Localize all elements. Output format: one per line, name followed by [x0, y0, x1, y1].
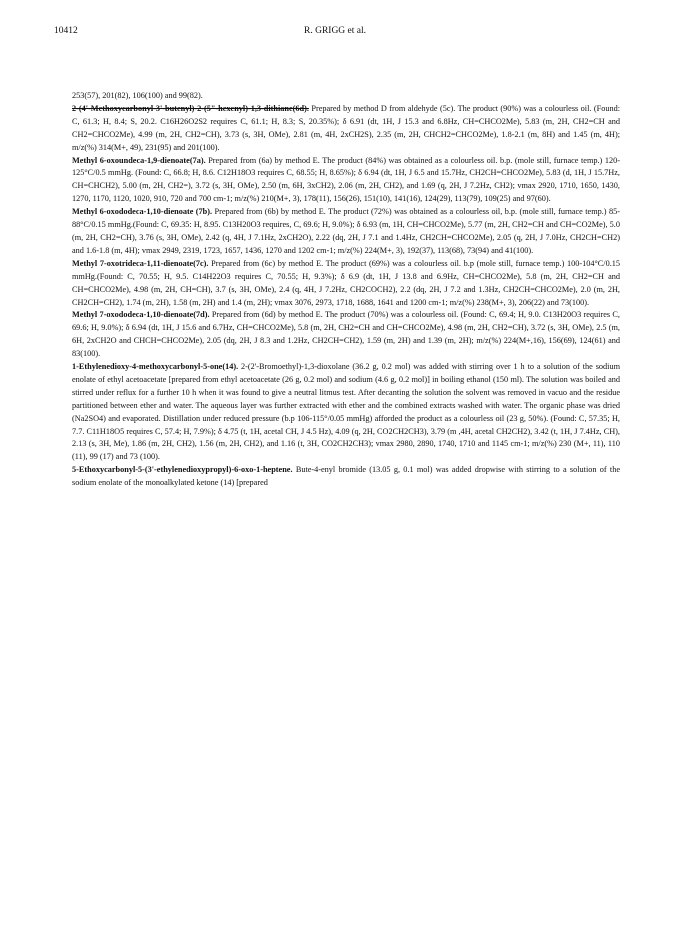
- compound-title: 1-Ethylenedioxy-4-methoxycarbonyl-5-one(14).: [72, 362, 239, 372]
- compound-title: Methyl 7-oxotrideca-1,11-dienoate(7c).: [72, 258, 209, 268]
- paragraph-compound-heptene: [72, 464, 620, 490]
- compound-title: 5-Ethoxycarbonyl-5-(3'-ethylenedioxypropyl)-6-oxo-1-heptene.: [72, 465, 293, 475]
- compound-title: Methyl 6-oxododeca-1,10-dienoate (7b).: [72, 207, 213, 217]
- page: [54, 26, 621, 488]
- compound-title: 2-(4'-Methoxycarbonyl-3'-butenyl)-2-(5"-hexenyl)-1,3-dithiane(6d).: [72, 103, 309, 113]
- paragraph-compound-7c: [72, 258, 620, 310]
- paragraph-ms-continuation: [72, 90, 620, 103]
- paragraph-text: Prepared from (6c) by method E. The product (69%) was a colourless oil. b.p (mole still, furnace temp.) 100-104°C/0.15 mmHg.(Found: C, 70.55; H, 9.5. C14H22O3 requires C, 70.55; H, 9.3%); δ 6.9 (dt, 1H, J 13.8 and 6.9Hz, CH=CHCO2Me), 5.8 (m, 2H, CH2=CH and CH=CHCO2Me), 4.98 (m, 2H, CH=CH), 3.7 (s, 3H, OMe), 2.4 (q, 4H, J 7.2Hz, CH2COCH2), 2.2 (dq, 2H, J 7.2 and 1.3Hz, CH2CH=CHCO2Me), 2.0 (m, 2H, CH2CH=CH2), 1.74 (m, 2H), 1.58 (m, 2H) and 1.4 (m, 2H); vmax 3076, 2973, 1718, 1688, 1641 and 1200 cm-1; m/z(%) 238(M+, 3), 206(22) and 73(100).: [72, 258, 621, 307]
- page-header: [54, 26, 620, 44]
- compound-title: Methyl 7-oxododeca-1,10-dienoate(7d).: [72, 310, 210, 320]
- paragraph-text: Prepared by method D from aldehyde (5c). The product (90%) was a colourless oil. (Found: C, 61.3; H, 8.4; S, 20.2. C16H26O2S2 requires C, 61.1; H, 8.3; S, 20.35%); δ 6.91 (dt, 1H, J 15.3 and 6.8Hz, CH=CHCO2Me), 5.83 (m, 2H, CH2=CH and CH2=CHCO2Me), 4.99 (m, 2H, CH2=CH), 3.73 (s, 3H, OMe), 2.81 (m, 4H, 2xCH2S), 2.35 (m, 2H, CHCH2=CHCO2Me), 1.8-2.1 (m, 8H) and 1.45 (m, 4H); m/z(%) 314(M+, 49), 231(95) and 201(100).: [72, 103, 620, 152]
- article-body: [72, 90, 620, 490]
- paragraph-compound-7b: [72, 206, 620, 258]
- paragraph-text: Prepared from (6d) by method E. The product (70%) was a colourless oil. (Found: C, 69.4; H, 9.0. C13H20O3 requires C, 69.6; H, 9.0%); δ 6.94 (dt, 1H, J 15.6 and 6.7Hz, CH=CHCO2Me), 5.8 (m, 2H, CH2=CH and CH=CHCO2Me), 4.98 (m, 2H, CH2=CH), 3.72 (s, 3H, OMe), 2.5 (m, 6H, 2xCH2O and CHCH=CHCO2Me), 2.05 (dq, 2H, J 8.3 and 1.2Hz, CH2CH=CH2), 1.59 (m, 2H) and 1.39 (m, 2H); m/z(%) 224(M+,16), 156(69), 124(61) and 83(100).: [72, 310, 620, 359]
- paragraph-text: 2-(2'-Bromoethyl)-1,3-dioxolane (36.2 g, 0.2 mol) was added with stirring over 1 h to a solution of the sodium enolate of ethyl acetoacetate [prepared from ethyl acetoacetate (26 g, 0.2 mol) and sodium (4.6 g, 0.2 mol)] in boiling ethanol (150 ml). The solution was boiled and stirred under reflux for a further 10 h when it was found to give a neutral litmus test. After decanting the solution the solvent was removed in vacuo and the residue partitioned between ether and water. The aqueous layer was further extracted with ether and the combined extracts washed with water. The organic phase was dried (Na2SO4) and evaporated. Distillation under reduced pressure (b.p 106-115°/0.05 mmHg) afforded the product as a colourless oil (23 g, 50%). (Found: C, 57.35; H, 7.7. C11H18O5 requires C, 57.4; H, 7.9%); δ 4.75 (t, 1H, acetal CH, J 4.5 Hz), 4.09 (q, 2H, CO2CH2CH3), 3.79 (m ,4H, acetal CH2CH2), 3.42 (t, 1H, J 7.4Hz, CH), 2.13 (s, 3H, Me), 1.86 (m, 2H, CH2), 1.56 (m, 2H, CH2), and 1.16 (t, 3H, CO2CH2CH3); vmax 2980, 2890, 1740, 1710 and 1145 cm-1; m/z(%) 230 (M+, 11), 110 (11), 99 (17) and 73 (100).: [72, 362, 621, 462]
- paragraph-text: Prepared from (6b) by method E. The product (72%) was obtained as a colourless oil, b.p. (mole still, furnace temp.) 85-88°C/0.15 mmHg.(Found: C, 69.35: H, 8.95. C13H20O3 requires, C, 69.6; H, 9.0%); δ 6.93 (m, 1H, CH=CHCO2Me), 5.77 (m, 2H, CH2=CH and CH=CO2Me), 5.0 (m, 2H, CH2=CH), 3.76 (s, 3H, OMe), 2.42 (q, 4H, J 7.1Hz, 2xCH2O), 2.22 (dq, 2H, J 7.1 and 1.4Hz, CH2CH=CHCO2Me), 2.05 (q, 2H, J 7.0Hz, CH2CH=CH2) and 1.6-1.8 (m, 4H); vmax 2949, 2319, 1723, 1657, 1436, 1270 and 1202 cm-1; m/z(%) 224(M+, 3), 192(37), 113(68), 73(94) and 41(100).: [72, 207, 620, 255]
- paragraph-text: Prepared from (6a) by method E. The product (84%) was obtained as a colourless oil. b.p. (mole still, furnace temp.) 120-125°C/0.5 mmHg. (Found: C, 66.8; H, 8.6. C12H18O3 requires C, 68.55; H, 8.65%); δ 6.94 (dt, 1H, J 6.5 and 15.7Hz, CH2CH=CHCO2Me), 5.83 (d, 1H, J 15.7Hz, CH=CHCH2), 5.00 (m, 2H, CH2=), 3.72 (s, 3H, OMe), 2.50 (m, 6H, 3xCH2), 2.06 (m, 2H, CH2), and 1.69 (q, 2H, J 7.2Hz, CH2); vmax 2920, 1710, 1650, 1430, 1270, 1170, 1120, 1020, 910, 720 and 700 cm-1; m/z(%) 210(M+, 3), 178(11), 156(26), 151(10), 141(16), 124(29), 113(79), 109(25) and 97(60).: [72, 155, 620, 204]
- paragraph-compound-7d: [72, 309, 620, 361]
- paragraph-text: Bute-4-enyl bromide (13.05 g, 0.1 mol) was added dropwise with stirring to a solution of the sodium enolate of the monoalkylated ketone (14) [prepared: [72, 465, 621, 488]
- paragraph-text: 253(57), 201(82), 106(100) and 99(82).: [72, 91, 203, 100]
- paragraph-compound-6d: [72, 103, 620, 155]
- running-head: R. GRIGG et al.: [304, 26, 367, 36]
- compound-title: Methyl 6-oxoundeca-1,9-dienoate(7a).: [72, 155, 206, 165]
- paragraph-compound-14: [72, 361, 620, 464]
- paragraph-compound-7a: [72, 155, 620, 207]
- page-number: 10412: [54, 26, 78, 36]
